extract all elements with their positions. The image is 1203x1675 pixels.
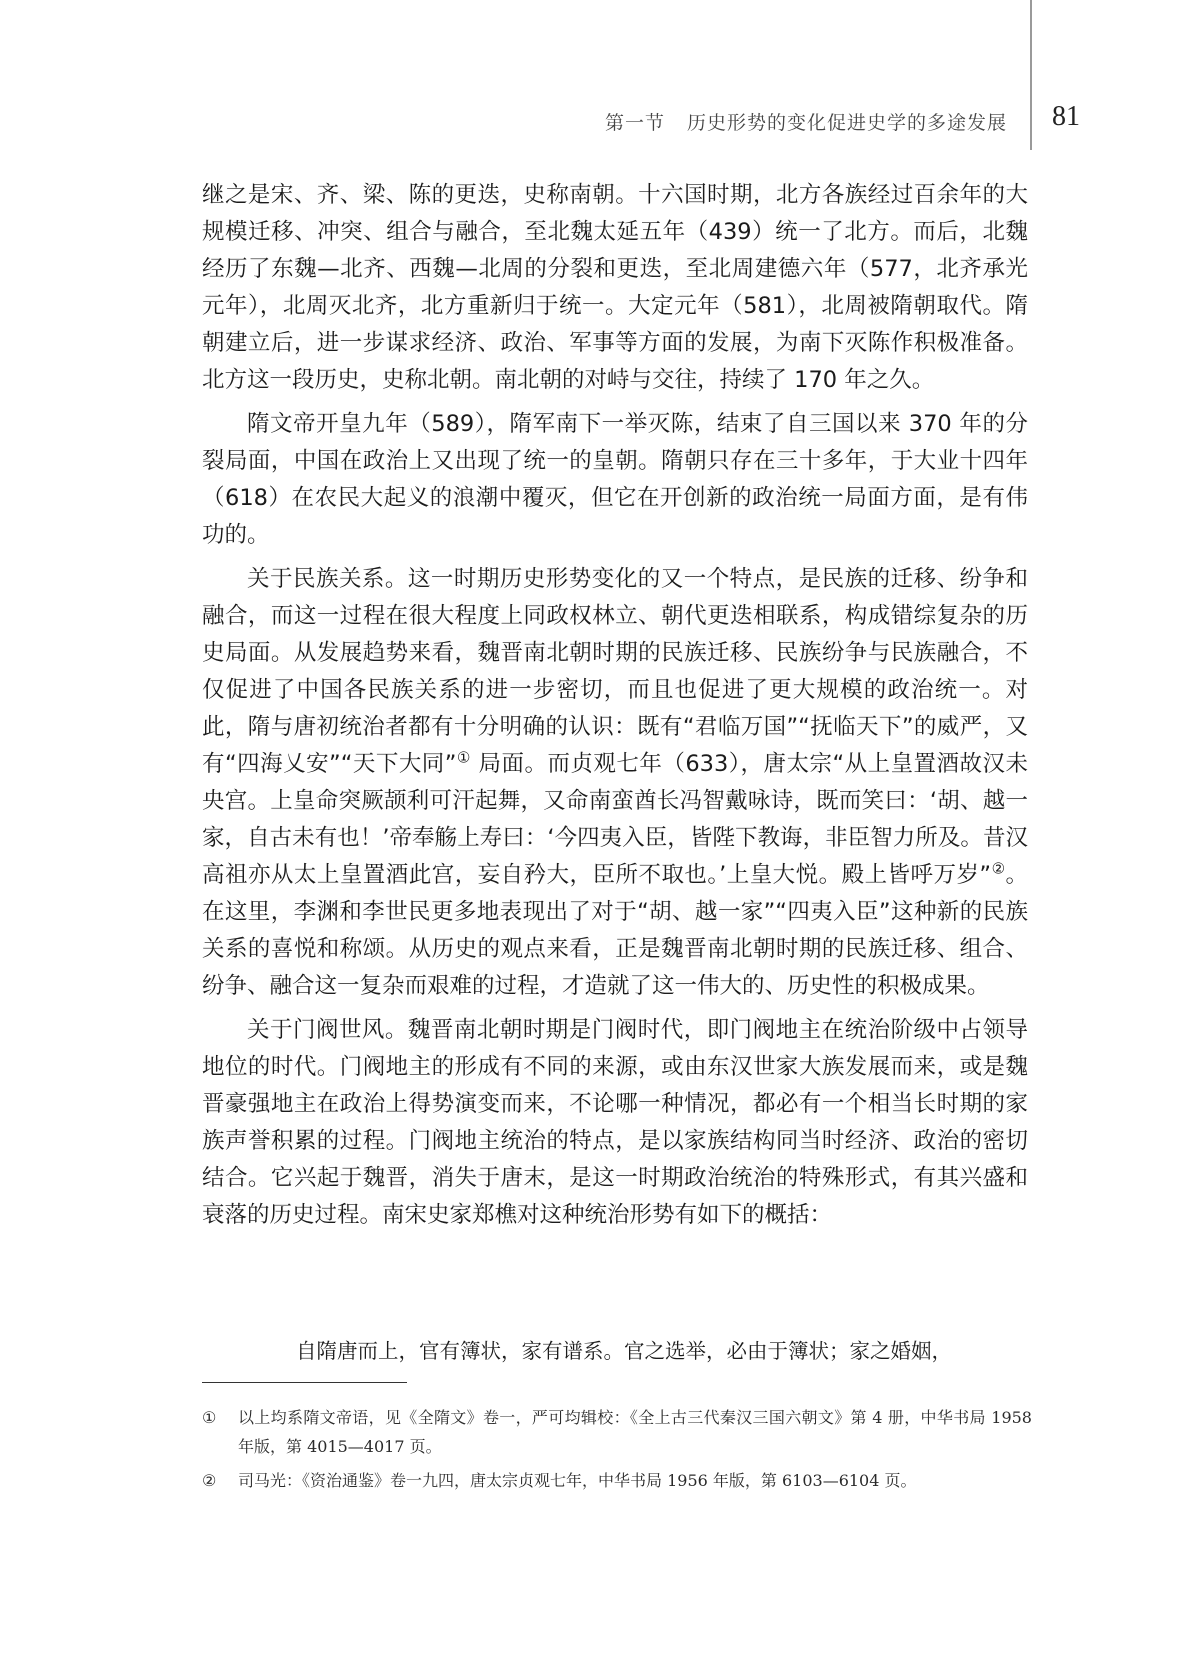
paragraph-3 (202, 561, 1028, 1005)
header-section: 第一节 (604, 112, 665, 134)
paragraph-3-part-a: 关于民族关系。这一时期历史形势变化的又一个特点，是民族的迁移、纷争和融合，而这一过程在很大程度上同政权林立、朝代更迭相联系，构成错综复杂的历史局面。从发展趋势来看，魏晋南北朝时期的民族迁移、民族纷争与民族融合，不仅促进了中国各民族关系的进一步密切，而且也促进了更大规模的政治统一。对此，隋与唐初统治者都有十分明确的认识：既有“君临万国”“抚临天下”的威严，又有“四海乂安”“天下大同” (202, 566, 1028, 777)
header-title-text: 历史形势的变化促进史学的多途发展 (686, 112, 1007, 134)
paragraph-1: 继之是宋、齐、梁、陈的更迭，史称南朝。十六国时期，北方各族经过百余年的大规模迁移、冲突、组合与融合，至北魏太延五年（439）统一了北方。而后，北魏经历了东魏—北齐、西魏—北周的分裂和更迭，至北周建德六年（577，北齐承光元年），北周灭北齐，北方重新归于统一。大定元年（581），北周被隋朝取代。隋朝建立后，进一步谋求经济、政治、军事等方面的发展，为南下灭陈作积极准备。北方这一段历史，史称北朝。南北朝的对峙与交往，持续了 170 年之久。 (202, 182, 1028, 393)
footnote-1 (202, 1403, 1032, 1461)
footnotes (202, 1403, 1032, 1500)
paragraph-4: 关于门阀世风。魏晋南北朝时期是门阀时代，即门阀地主在统治阶级中占领导地位的时代。门阀地主的形成有不同的来源，或由东汉世家大族发展而来，或是魏晋豪强地主在政治上得势演变而来，不论哪一种情况，都必有一个相当长时期的家族声誉积累的过程。门阀地主统治的特点，是以家族结构同当时经济、政治的密切结合。它兴起于魏晋，消失于唐末，是这一时期政治统治的特殊形式，有其兴盛和衰落的历史过程。南宋史家郑樵对这种统治形势有如下的概括： (202, 1017, 1028, 1228)
running-header (605, 108, 1007, 135)
footnote-ref-2[interactable]: ② (991, 859, 1006, 878)
paragraph-2: 隋文帝开皇九年（589），隋军南下一举灭陈，结束了自三国以来 370 年的分裂局面，中国在政治上又出现了统一的皇朝。隋朝只存在三十多年，于大业十四年（618）在农民大起义的浪潮中覆灭，但它在开创新的政治统一局面方面，是有伟功的。 (202, 411, 1028, 548)
footnote-text: 以上均系隋文帝语，见《全隋文》卷一，严可均辑校：《全上古三代秦汉三国六朝文》第 4 册，中华书局 1958 年版，第 4015—4017 页。 (238, 1408, 1032, 1456)
paragraph-3-part-c: 。在这里，李渊和李世民更多地表现出了对于“胡、越一家”“四夷入臣”这种新的民族关系的喜悦和称颂。从历史的观点来看，正是魏晋南北朝时期的民族迁移、组合、纷争、融合这一复杂而艰难的过程，才造就了这一伟大的、历史性的积极成果。 (202, 862, 1029, 999)
block-quote: 自隋唐而上，官有簿状，家有谱系。官之选举，必由于簿状；家之婚姻， (296, 1339, 952, 1363)
footnote-ref-1[interactable]: ① (456, 748, 471, 767)
header-vertical-rule (1030, 0, 1032, 150)
footnote-2 (202, 1466, 1032, 1495)
footnote-mark: ② (202, 1471, 217, 1490)
footnote-separator (202, 1382, 407, 1383)
paragraph-3-part-b: 局面。而贞观七年（633），唐太宗“从上皇置酒故汉未央宫。上皇命突厥颉利可汗起舞，又命南蛮酋长冯智戴咏诗，既而笑曰：‘胡、越一家，自古未有也！’帝奉觞上寿曰：‘今四夷入臣，皆陛下教诲，非臣智力所及。昔汉高祖亦从太上皇置酒此宫，妄自矜大，臣所不取也。’上皇大悦。殿上皆呼万岁” (202, 751, 1028, 888)
body-text (202, 177, 1028, 1241)
footnote-mark: ① (202, 1408, 217, 1427)
page-number: 81 (1052, 101, 1080, 132)
footnote-text: 司马光：《资治通鉴》卷一九四，唐太宗贞观七年，中华书局 1956 年版，第 6103—6104 页。 (238, 1471, 917, 1490)
